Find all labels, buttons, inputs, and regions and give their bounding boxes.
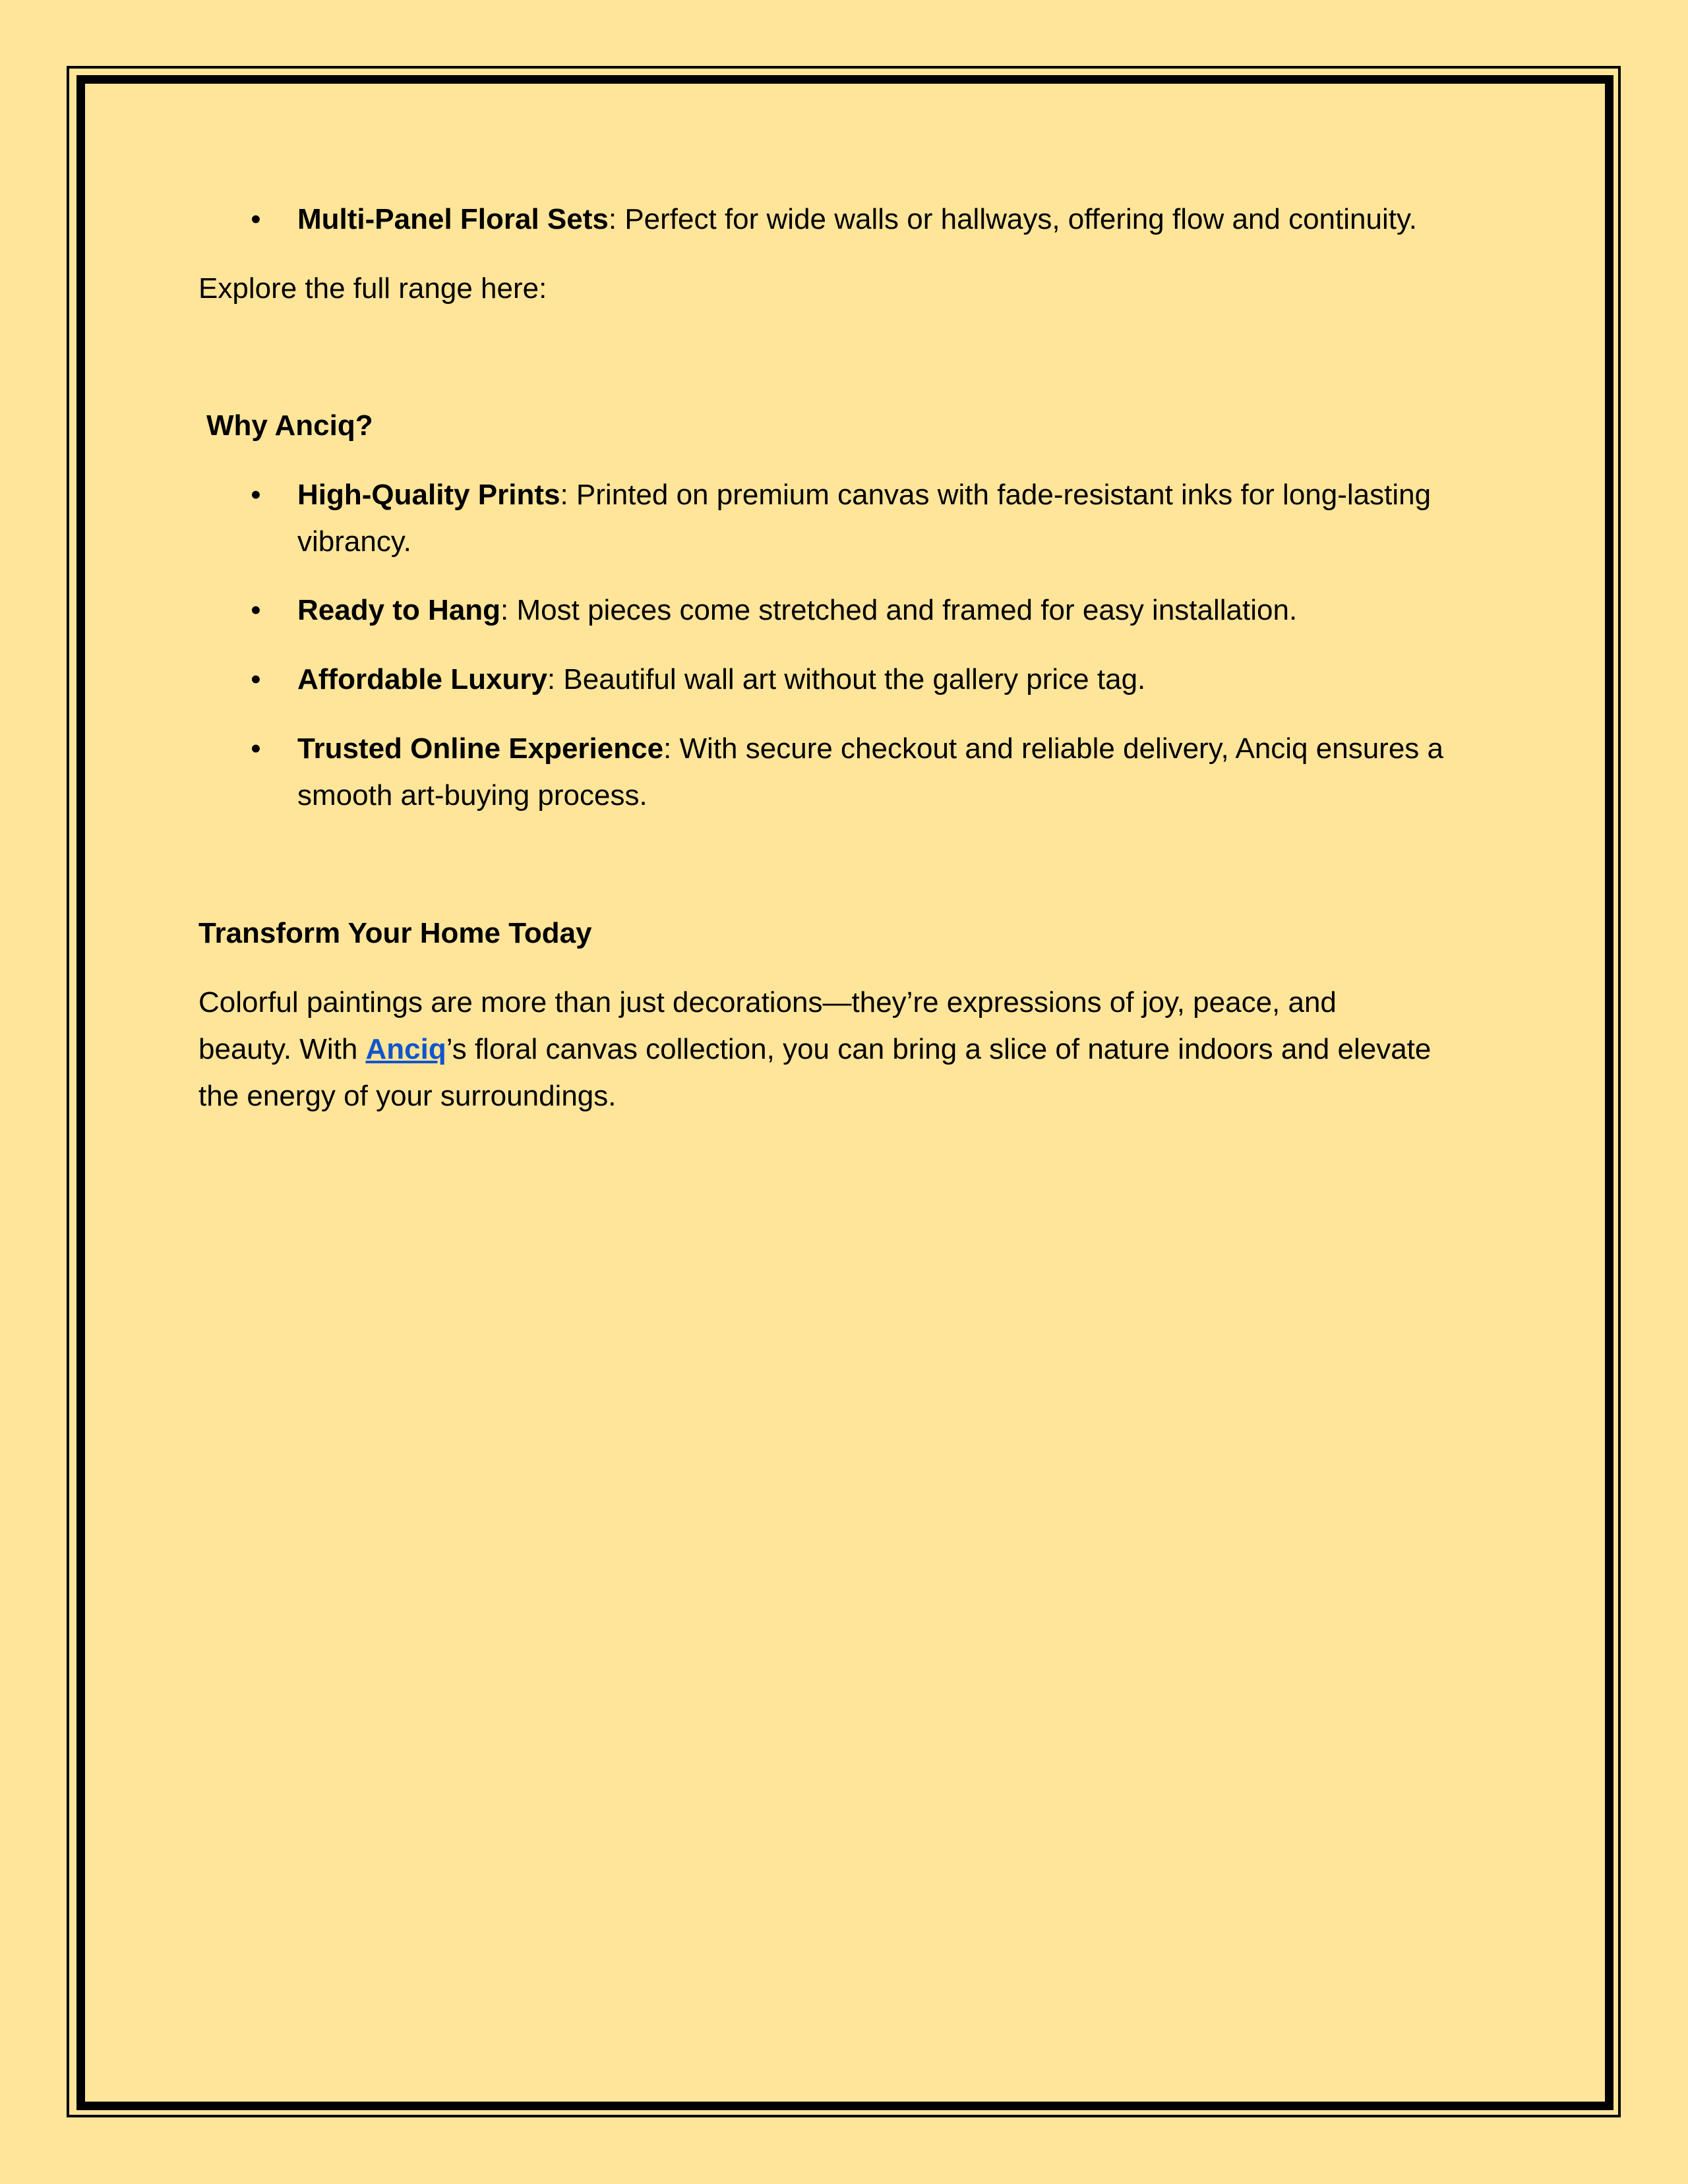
list-item-desc: : With secure checkout and reliable delivery, Anciq ensures a [663, 732, 1443, 765]
list-item-text [297, 725, 1484, 819]
list-item-desc: : Most pieces come stretched and framed for easy installation. [500, 594, 1298, 626]
bullet-icon: • [251, 663, 261, 695]
list-item-term: Ready to Hang [297, 594, 501, 626]
bullet-icon: • [251, 732, 261, 765]
bullet-icon: • [251, 594, 261, 626]
list-item-term: Trusted Online Experience [297, 732, 664, 765]
list-item-term: Affordable Luxury [297, 663, 547, 695]
list-item-term: High-Quality Prints [297, 479, 560, 511]
list-item-text [297, 587, 1484, 634]
list-item-desc-cont: vibrancy. [297, 525, 411, 558]
transform-paragraph-line-1: Colorful paintings are more than just decorations—they’re expressions of joy, peace, and [198, 986, 1337, 1018]
list-item-text [297, 656, 1484, 703]
anciq-link[interactable]: Anciq [365, 1033, 446, 1065]
bullet-icon: • [251, 479, 261, 511]
transform-paragraph-line-2 [198, 1026, 1431, 1073]
list-item-text [297, 471, 1484, 565]
list-item-desc-cont: smooth art-buying process. [297, 779, 648, 812]
transform-paragraph-line-3: the energy of your surroundings. [198, 1080, 617, 1112]
explore-text: Explore the full range here: [198, 272, 547, 305]
transform-text-before-link: beauty. With [198, 1033, 366, 1065]
transform-text-after-link: ’s floral canvas collection, you can bring a slice of nature indoors and elevate [446, 1033, 1432, 1065]
list-item-desc: : Perfect for wide walls or hallways, offering flow and continuity. [608, 203, 1417, 235]
list-item-desc: : Beautiful wall art without the gallery price tag. [547, 663, 1146, 695]
section-heading-transform: Transform Your Home Today [198, 917, 592, 949]
bullet-icon: • [251, 203, 261, 235]
list-item-term: Multi-Panel Floral Sets [297, 203, 609, 235]
list-item-text [297, 196, 1484, 243]
list-item-desc: : Printed on premium canvas with fade-resistant inks for long-lasting [560, 479, 1432, 511]
section-heading-why: Why Anciq? [206, 409, 373, 442]
